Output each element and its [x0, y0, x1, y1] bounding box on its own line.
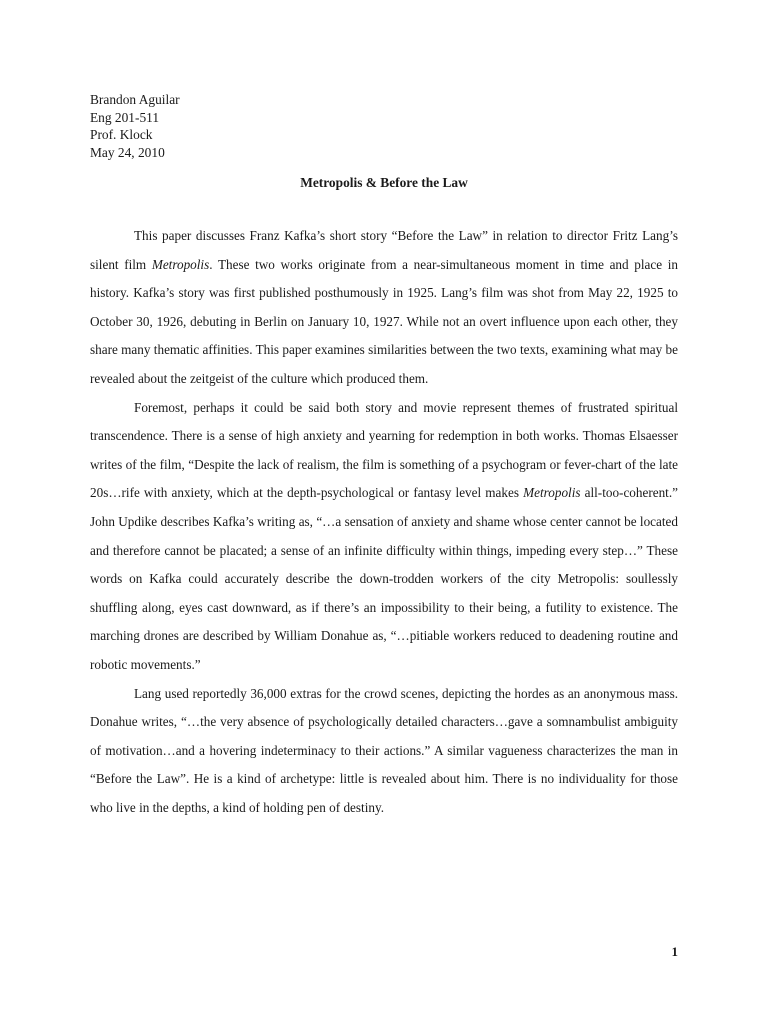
author-name: Brandon Aguilar: [90, 92, 180, 107]
paper-title: Metropolis & Before the Law: [300, 175, 468, 190]
paper-body: [90, 222, 678, 822]
page-number: 1: [671, 944, 678, 959]
paragraph: Foremost, perhaps it could be said both story and movie represent themes of frustrated spiritual transcendence. There is a sense of high anxiety and yearning for redemption in both works. Thomas Elsaesser writes of the film, “Despite the lack of realism, the film is something of a psychogram or fever-chart of the late 20s…rife with anxiety, which at the depth-psychological or fantasy level makes Metropolis all-too-coherent.” John Updike describes Kafka’s writing as, “…a sensation of anxiety and shame whose center cannot be located and therefore cannot be placated; a sense of an infinite difficulty within things, impeding every step…” These words on Kafka could accurately describe the down-trodden workers of the city Metropolis: soullessly shuffling along, eyes cast downward, as if there’s an impossibility to their being, a futility to existence. The marching drones are described by William Donahue as, “…pitiable workers reduced to deadening routine and robotic movements.”: [90, 399, 678, 672]
submission-date: May 24, 2010: [90, 144, 165, 160]
film-title-italic: Metropolis: [523, 485, 581, 501]
author-header: [90, 91, 180, 161]
paragraph: Lang used reportedly 36,000 extras for the crowd scenes, depicting the hordes as an anonymous mass. Donahue writes, “…the very absence of psychologically detailed characters…gave a somnambulist ambiguity of motivation…and a hovering indeterminacy to their actions.” A similar vagueness characterizes the man in “Before the Law”. He is a kind of archetype: little is revealed about him. There is no individuality for those who live in the depths, a kind of holding pen of destiny.: [90, 685, 678, 815]
instructor-name: Prof. Klock: [90, 127, 153, 143]
course-code: Eng 201-511: [90, 109, 160, 125]
paragraph: This paper discusses Franz Kafka’s short story “Before the Law” in relation to director Fritz Lang’s silent film Metropolis. These two works originate from a near-simultaneous moment in time and place in history. Kafka’s story was first published posthumously in 1925. Lang’s film was shot from May 22, 1925 to October 30, 1926, debuting in Berlin on January 10, 1927. While not an overt influence upon each other, they share many thematic affinities. This paper examines similarities between the two texts, examining what may be revealed about the zeitgeist of the culture which produced them.: [90, 228, 678, 386]
film-title-italic: Metropolis: [151, 256, 210, 272]
